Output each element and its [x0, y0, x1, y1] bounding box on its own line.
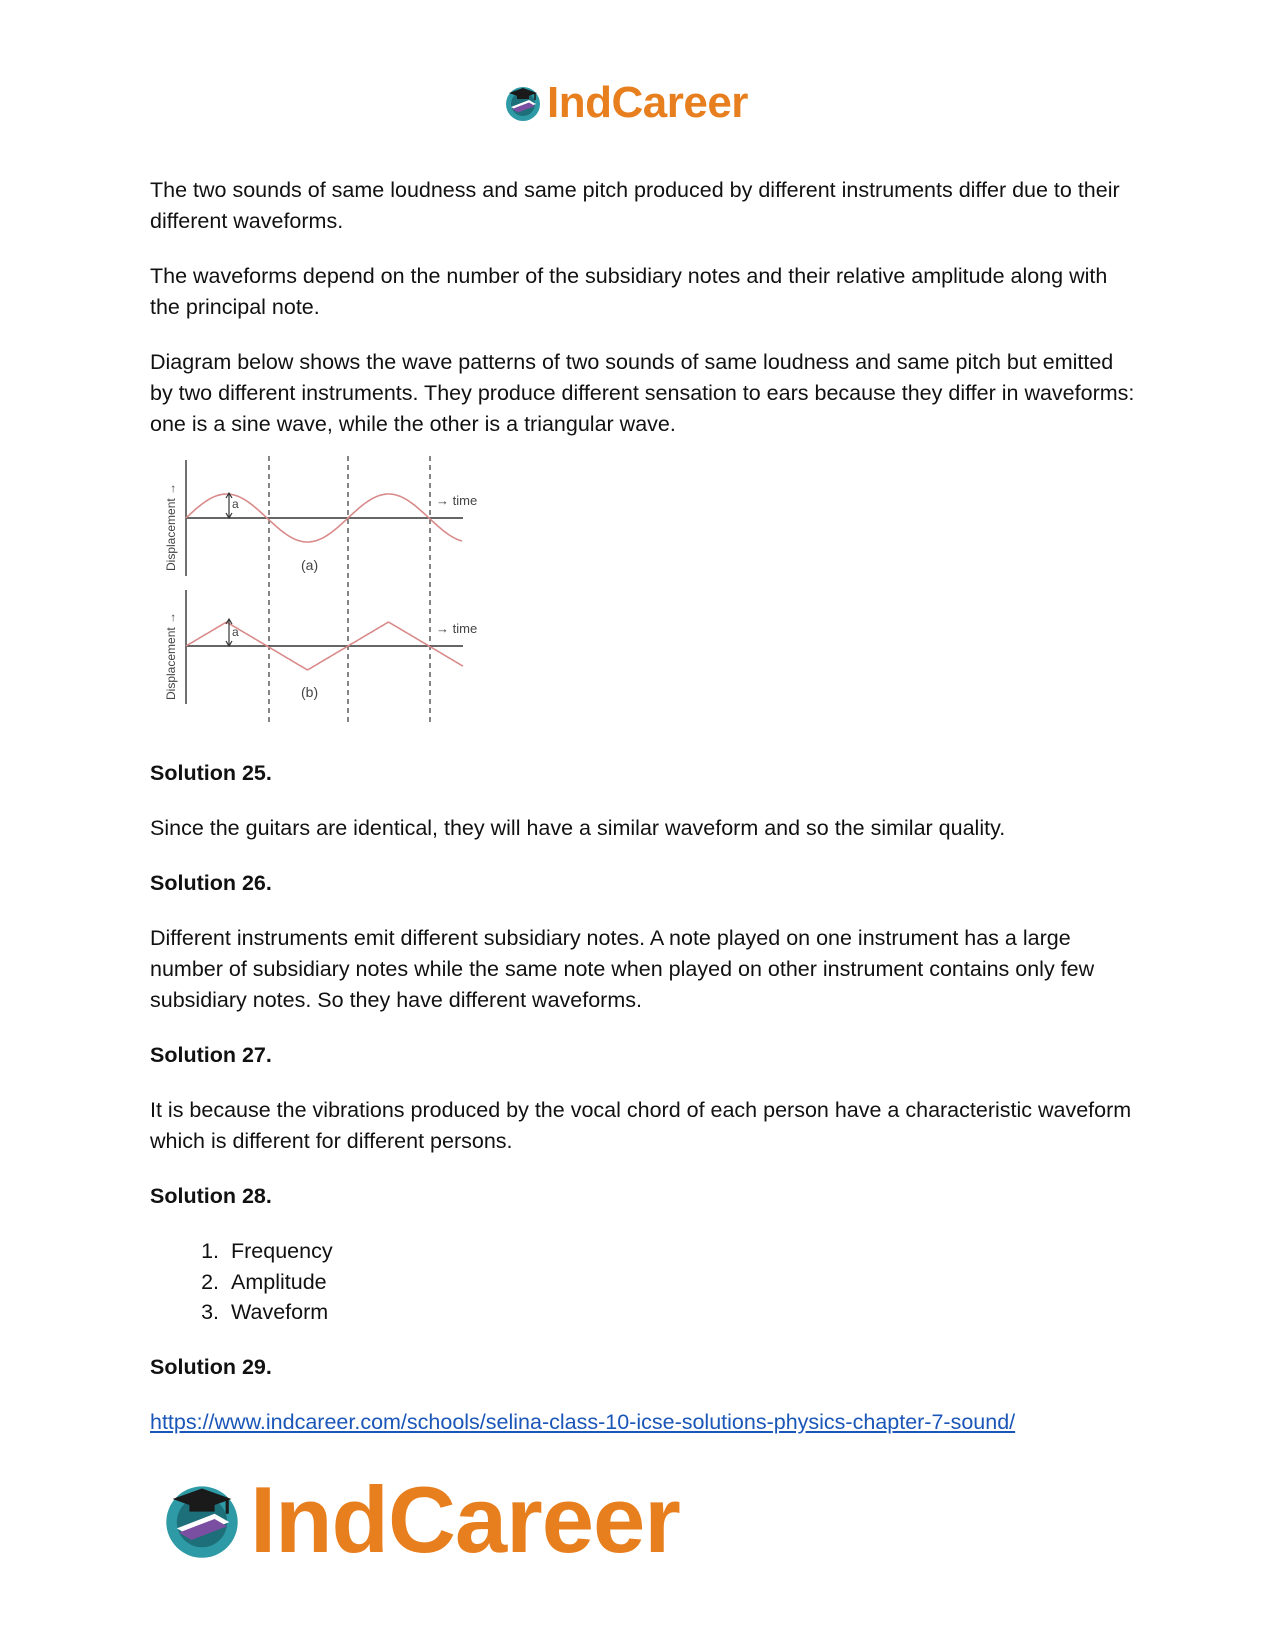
- panel-b-amplitude-label: a: [232, 625, 239, 639]
- footer-source-link[interactable]: https://www.indcareer.com/schools/selina-class-10-icse-solutions-physics-chapter-7-sound/: [150, 1409, 1016, 1434]
- solution-26-heading: Solution 26.: [150, 871, 272, 895]
- solution-28-list: [150, 1236, 1135, 1328]
- panel-a-amplitude-label: a: [232, 497, 239, 511]
- brand-name-bottom: IndCareer: [250, 1467, 680, 1572]
- solution-29-heading: Solution 29.: [150, 1354, 272, 1379]
- solution-27-text: It is because the vibrations produced by the vocal chord of each person have a characteristic waveform which is different for different persons.: [150, 1098, 1132, 1153]
- solution-25-text: Since the guitars are identical, they will have a similar waveform and so the similar quality.: [150, 816, 1006, 840]
- panel-b-ylabel: Displacement →: [164, 611, 178, 700]
- main-content: [150, 175, 1135, 1438]
- graduation-cap-logo-icon: [503, 83, 543, 123]
- panel-b-time-label: → time: [436, 621, 478, 636]
- list-item: 1. Frequency: [225, 1236, 1135, 1267]
- solution-28-heading: Solution 28.: [150, 1184, 272, 1208]
- graduation-cap-logo-icon: [160, 1478, 244, 1562]
- list-item: 2. Amplitude: [225, 1267, 1135, 1298]
- panel-a-caption: (a): [301, 557, 319, 573]
- brand-logo-top[interactable]: [503, 78, 748, 128]
- intro-paragraph-2: The waveforms depend on the number of the subsidiary notes and their relative amplitude along with the principal note.: [150, 264, 1108, 319]
- solution-25-heading: Solution 25.: [150, 761, 272, 785]
- panel-b-caption: (b): [301, 684, 319, 700]
- solution-27-heading: Solution 27.: [150, 1043, 272, 1067]
- brand-name-top: IndCareer: [547, 78, 748, 127]
- solution-26-text: Different instruments emit different subsidiary notes. A note played on one instrument has a large number of subsidiary notes while the same note when played on other instrument contains only few subsidiary notes. So they have different waveforms.: [150, 926, 1095, 1012]
- list-item: 3. Waveform: [225, 1297, 1135, 1328]
- panel-a-ylabel: Displacement →: [164, 482, 178, 571]
- waveform-diagram: [158, 454, 513, 724]
- panel-a-time-label: → time: [436, 493, 478, 508]
- intro-paragraph-1: The two sounds of same loudness and same pitch produced by different instruments differ due to their different waveforms.: [150, 178, 1120, 233]
- intro-paragraph-3: Diagram below shows the wave patterns of two sounds of same loudness and same pitch but emitted by two different instruments. They produce different sensation to ears because they differ in waveforms: one is a sine wave, while the other is a triangular wave.: [150, 350, 1135, 436]
- brand-logo-bottom[interactable]: [160, 1466, 680, 1574]
- waveform-diagram-svg: [158, 454, 513, 724]
